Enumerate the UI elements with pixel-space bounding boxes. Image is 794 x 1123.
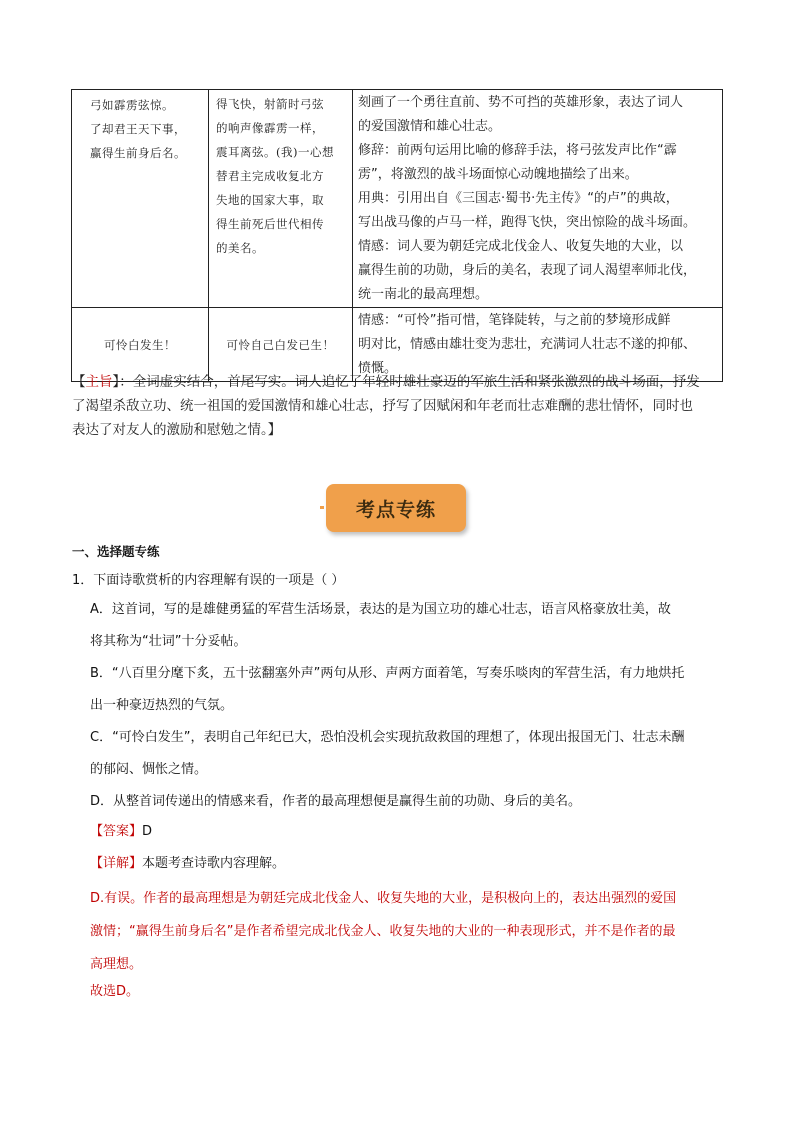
original-line: 赢得生前身后名。 (90, 146, 186, 160)
original-line: 可怜白发生！ (104, 337, 176, 352)
translation-cell (209, 90, 353, 308)
option-line: 的郁闷、惆怅之情。 (90, 762, 208, 777)
analysis-line: 写出战马像的卢马一样，跑得飞快，突出惊险的战斗场面。 (358, 215, 697, 230)
translation-line: 失地的国家大事，取 (216, 193, 324, 207)
poem-analysis-table (71, 89, 723, 382)
question-stem: 1．下面诗歌赏析的内容理解有误的一项是（ ） (72, 573, 345, 588)
option-a (90, 594, 726, 658)
translation-line: 的美名。 (216, 241, 264, 255)
answer-value: D (142, 824, 153, 839)
translation-line: 得飞快，射箭时弓弦 (216, 97, 324, 111)
original-line: 弓如霹雳弦惊。 (90, 98, 174, 112)
section-banner (326, 484, 466, 532)
analysis-line: 修辞：前两句运用比喻的修辞手法，将弓弦发声比作“霹 (358, 143, 677, 158)
option-line: C．“可怜白发生”，表明自己年纪已大，恐怕没机会实现抗敌救国的理想了，体现出报国无门、壮志未酬 (90, 730, 685, 745)
option-d (90, 786, 726, 818)
theme-summary (72, 370, 732, 442)
analysis-line: 明对比，情感由雄壮变为悲壮，充满词人壮志不遂的抑郁、 (358, 337, 697, 352)
detail (90, 852, 285, 871)
table-row (72, 90, 723, 308)
translation-line: 震耳离弦。(我)一心想 (216, 145, 334, 159)
option-line: 出一种豪迈热烈的气氛。 (90, 698, 234, 713)
section-title: 一、选择题专练 (72, 544, 160, 559)
analysis-line: 情感：“可怜”指可惜，笔锋陡转，与之前的梦境形成鲜 (358, 313, 671, 328)
theme-line (72, 370, 732, 394)
theme-line: 表达了对友人的激励和慰勉之情。】 (72, 422, 282, 438)
answer (90, 820, 152, 839)
analysis-line: 刻画了一个勇往直前、势不可挡的英雄形象，表达了词人 (358, 95, 684, 110)
translation-line: 可怜自己白发已生！ (226, 337, 335, 352)
explanation-line: 激情；“赢得生前身后名”是作者希望完成北伐金人、收复失地的大业的一种表现形式，并不是作者的最 (90, 924, 676, 939)
banner-text: 考点专练 (355, 498, 436, 521)
analysis-line: 愤慨。 (358, 361, 398, 376)
final-answer: 故选D。 (90, 984, 140, 999)
explanation-line: 高理想。 (90, 957, 143, 972)
option-line: B．“八百里分麾下炙，五十弦翻塞外声”两句从形、声两方面着笔，写奏乐啖肉的军营生活，有力地烘托 (90, 666, 685, 681)
theme-line: 了渴望杀敌立功、统一祖国的爱国激情和雄心壮志，抒写了因赋闲和年老而壮志难酬的悲壮情怀，同时也 (72, 398, 693, 414)
theme-text: 全词虚实结合，首尾写实。词人追忆了年轻时雄壮豪迈的军旅生活和紧张激烈的战斗场面，抒发 (132, 374, 700, 390)
option-c (90, 722, 726, 786)
theme-bracket-close: 】： (112, 374, 133, 390)
analysis-line: 统一南北的最高理想。 (358, 287, 489, 302)
analysis-line: 雳”，将激烈的战斗场面惊心动魄地描绘了出来。 (358, 167, 638, 182)
analysis-line: 的爱国激情和雄心壮志。 (358, 119, 502, 134)
option-line: D．从整首词传递出的情感来看，作者的最高理想便是赢得生前的功勋、身后的美名。 (90, 794, 582, 809)
original-line: 了却君王天下事， (90, 122, 186, 136)
explanation (90, 882, 726, 981)
translation-line: 的响声像霹雳一样， (216, 121, 324, 135)
detail-label: 【详解】 (90, 856, 143, 871)
option-b (90, 658, 726, 722)
translation-line: 替君主完成收复北方 (216, 169, 324, 183)
explanation-line: D.有误。作者的最高理想是为朝廷完成北伐金人、收复失地的大业，是积极向上的，表达出强烈的爱国 (90, 891, 677, 906)
theme-label: 主旨 (85, 374, 113, 390)
original-text-cell (72, 90, 209, 308)
analysis-line: 用典：引用出自《三国志·蜀书·先主传》“的卢”的典故， (358, 191, 679, 206)
translation-line: 得生前死后世代相传 (216, 217, 324, 231)
analysis-cell (353, 90, 723, 308)
answer-label: 【答案】 (90, 824, 143, 839)
option-line: 将其称为“壮词”十分妥帖。 (90, 634, 247, 649)
detail-text: 本题考查诗歌内容理解。 (142, 856, 286, 871)
analysis-line: 情感：词人要为朝廷完成北伐金人、收复失地的大业，以 (358, 239, 684, 254)
theme-bracket-open: 【 (72, 374, 86, 390)
banner-dot (320, 506, 324, 509)
analysis-line: 赢得生前的功勋，身后的美名，表现了词人渴望率师北伐， (358, 263, 697, 278)
option-line: A．这首词，写的是雄健勇猛的军营生活场景，表达的是为国立功的雄心壮志，语言风格豪放壮美，故 (90, 602, 671, 617)
